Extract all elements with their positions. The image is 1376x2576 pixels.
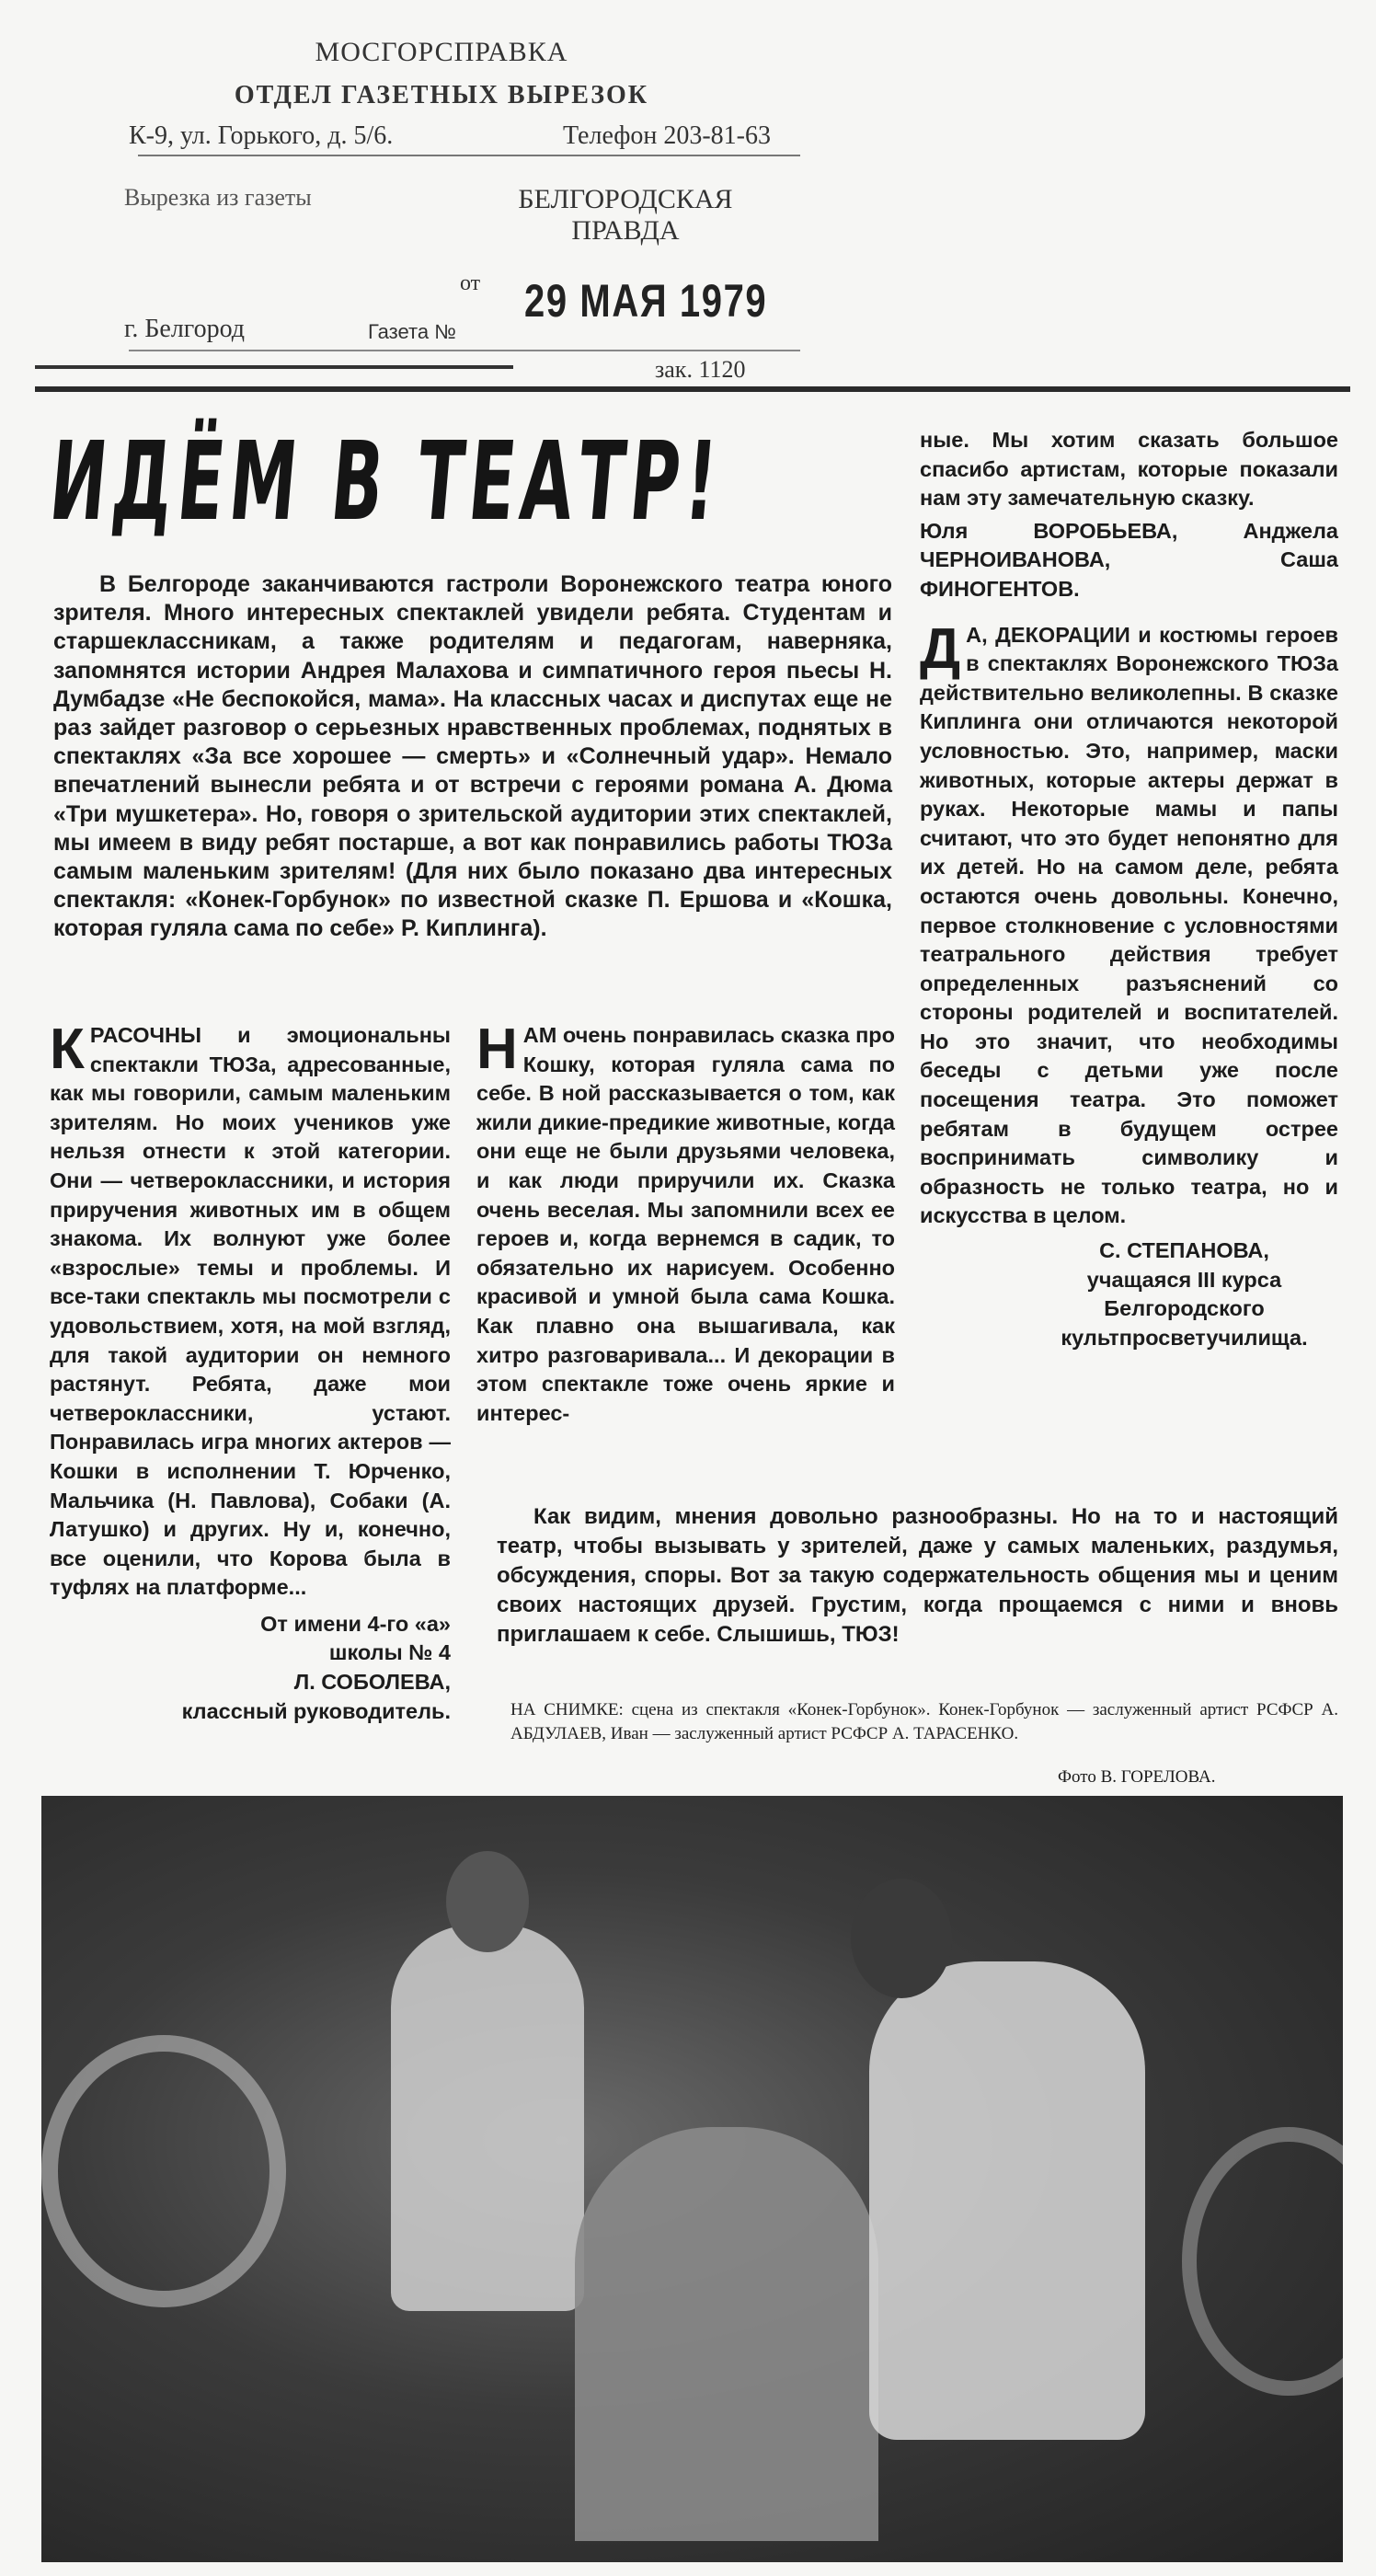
photo-figure-head [851, 1879, 952, 1998]
photo-wheel [1182, 2127, 1343, 2396]
photo-wheel [41, 2035, 286, 2307]
gazeta-number-label: Газета № [368, 320, 456, 343]
divider [35, 365, 513, 369]
city: г. Белгород [124, 315, 246, 343]
photo-figure-head [446, 1851, 529, 1952]
right-column [920, 426, 1338, 1352]
letter-text: РАСОЧНЫ и эмоциональны спектакли ТЮЗа, адресованные, как мы говорили, самым маленьким зрителям. Но моих учеников уже нельзя отнести к этой категории. Они — четвероклассники, и история приручения животных им в общем знакома. Их волнуют уже более «взрослые» темы и проблемы. И все-таки спектакль мы посмотрели с удовольствием, хотя, на мой взгляд, для такой аудитории он немного растянут. Ребята, даже мои четвероклассники, устают. Понравилась игра многих актеров — Кошки в исполнении Т. Юрченко, Мальчика (Н. Павлова), Собаки (А. Латушко) и других. Ну и, конечно, все оценили, что Корова была в туфлях на платформе... [50, 1023, 451, 1600]
signature [920, 1236, 1338, 1352]
date-stamp: 29 МАЯ 1979 [524, 275, 768, 327]
photo-figure [869, 1961, 1145, 2440]
signature-line: От имени 4-го «а» [260, 1611, 451, 1636]
divider [138, 155, 800, 156]
order-number: зак. 1120 [655, 356, 746, 383]
photo-credit: Фото В. ГОРЕЛОВА. [1058, 1767, 1216, 1787]
divider [35, 386, 1350, 392]
letter-text: А, ДЕКОРАЦИИ и костюмы героев в спектаклях Воронежского ТЮЗа действительно великолепны. В сказке Киплинга они отличаются некоторой условностью. Это, например, маски животных, которые актеры держат в руках. Некоторые мамы и папы считают, что это будет непонятно для их детей. Но на самом деле, ребята остаются очень довольны. Конечно, первое столкновение с условностями театрального действия требует определенных разъяснений со стороны родителей и воспитателей. Но это значит, что необходимы беседы с детьми уже после посещения театра. Это поможет ребятам в будущем острее воспринимать символику и образность не только театра, но и искусства в целом. [920, 622, 1338, 1228]
signature-line: классный руководитель. [181, 1698, 451, 1723]
address: К-9, ул. Горького, д. 5/6. [129, 121, 394, 150]
signature-line: культпросветучилища. [1061, 1325, 1308, 1350]
photo-caption: НА СНИМКЕ: сцена из спектакля «Конек-Горбунок». Конек-Горбунок — заслуженный артист РСФСР А. АБДУЛАЕВ, Иван — заслуженный артист РСФСР А. ТАРАСЕНКО. [510, 1700, 1338, 1743]
stage-photo [41, 1796, 1343, 2562]
phone: Телефон 203-81-63 [563, 121, 771, 150]
letter-children-continued: ные. Мы хотим сказать большое спасибо артистам, которые показали нам эту замечательную сказку. [920, 428, 1338, 511]
drop-cap: Н [476, 1018, 518, 1081]
signature-line: Белгородского [1104, 1296, 1265, 1321]
letter-text: АМ очень понравилась сказка про Кошку, которая гуляла сама по себе. В ной рассказывается о том, как жили дикие-предикие животные, когда они еще не были друзьями человека, и как люди приручили их. Сказка очень веселая. Мы запомнили всех ее героев и, когда вернемся в садик, то обязательно их нарисуем. Особенно красивой и умной была сама Кошка. Как плавно она вышагивала, как хитро разговаривала... И декорации в этом спектакле тоже очень яркие и интерес- [476, 1023, 895, 1425]
signature-line: Л. СОБОЛЕВА, [293, 1670, 451, 1695]
department-name: ОТДЕЛ ГАЗЕТНЫХ ВЫРЕЗОК [234, 81, 649, 109]
newspaper-name: БЕЛГОРОДСКАЯ ПРАВДА [518, 184, 733, 246]
article-title: ИДЁМ В ТЕАТР! [44, 418, 728, 545]
signature-line: школы № 4 [328, 1640, 451, 1665]
article-lead: В Белгороде заканчиваются гастроли Воронежского театра юного зрителя. Много интересных спектаклей увидели ребята. Студентам и старшеклассникам, а также родителям и педагогам, наверняка, запомнятся истории Андрея Малахова и симпатичного героя пьесы Н. Думбадзе «Не беспокойся, мама». На классных часах и диспутах еще не раз зайдет разговор о серьезных нравственных проблемах, поднятых в спектаклях «За все хорошее — смерть» и «Солнечный удар». Немало впечатлений вынесли ребята и от встречи с героями романа А. Дюма «Три мушкетера». Но, говоря о зрительской аудитории этих спектаклей, мы имеем в виду ребят постарше, а вот как понравились работы ТЮЗа самым маленьким зрителям! (Для них было показано два интересных спектакля: «Конек-Горбунок» по известной сказке П. Ершова и «Кошка, которая гуляла сама по себе» Р. Киплинга). [53, 571, 892, 942]
letter-student [920, 616, 1338, 1231]
divider [129, 350, 800, 351]
drop-cap: Д [920, 616, 961, 681]
photo-figure [575, 2127, 878, 2541]
signature: Юля ВОРОБЬЕВА, Анджела ЧЕРНОИВАНОВА, Саша ФИНОГЕНТОВ. [920, 518, 1338, 601]
photo-figure [391, 1925, 584, 2311]
letter-children [476, 1018, 895, 1428]
signature-line: С. СТЕПАНОВА, [1099, 1238, 1269, 1263]
drop-cap: К [50, 1018, 85, 1081]
article-conclusion: Как видим, мнения довольно разнообразны. Но на то и настоящий театр, чтобы вызывать у зрителей, даже у самых маленьких, раздумья, обсуждения, споры. Вот за такую содержательность общения мы и ценим своих настоящих друзей. Грустим, когда прощаемся с ними и вновь приглашаем к себе. Слышишь, ТЮЗ! [497, 1504, 1338, 1647]
clipping-label: Вырезка из газеты [124, 184, 312, 211]
signature-line: учащаяся III курса [1086, 1267, 1282, 1292]
signature [50, 1610, 451, 1726]
from-label: от [460, 271, 481, 295]
letter-teacher [50, 1018, 451, 1726]
agency-name: МОСГОРСПРАВКА [315, 37, 568, 67]
